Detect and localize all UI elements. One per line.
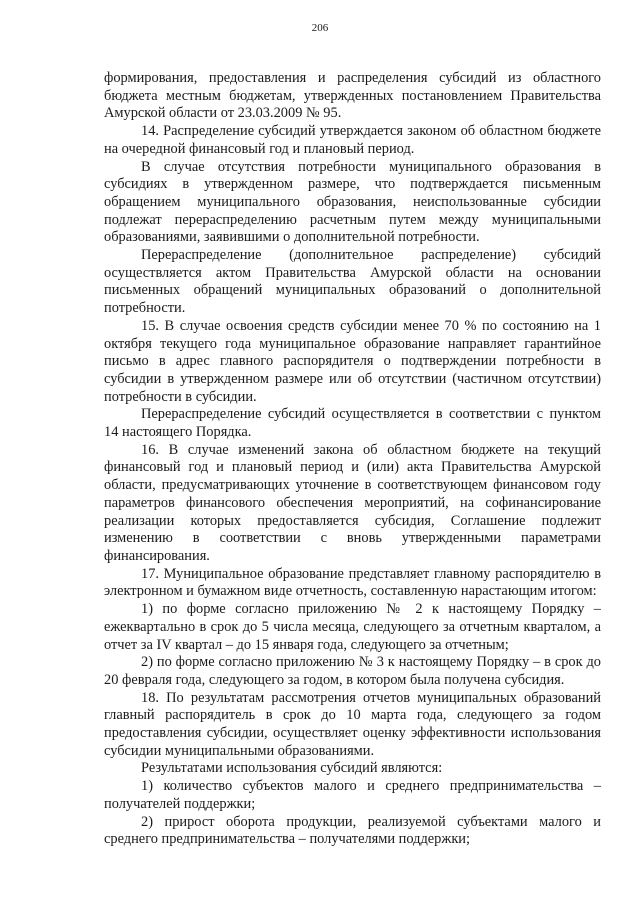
results-item-1: 1) количество субъектов малого и среднего предпринимательства – получателей поддержки; (104, 778, 601, 812)
paragraph-14: 14. Распределение субсидий утверждается законом об областном бюджете на очередной финансовый год и плановый период. (104, 123, 601, 157)
results-item-2: 2) прирост оборота продукции, реализуемой субъектами малого и среднего предпринимательства – получателями поддержки; (104, 813, 601, 848)
paragraph-15: 15. В случае освоения средств субсидии менее 70 % по состоянию на 1 октября текущего года муниципальное образование направляет гарантийное письмо в адрес главного распорядителя о подтверждении потребности в субсидии в утвержденном размере или об отсутствии (частичном отсутствии) потребности в субсидии. (104, 317, 601, 405)
results-heading: Результатами использования субсидий являются: (141, 760, 443, 777)
document-body (104, 70, 601, 849)
paragraph-18: 18. По результатам рассмотрения отчетов муниципальных образований главный распорядитель в срок до 10 марта года, следующего за годом предоставления субсидии, осуществляет оценку эффективности использования субсидии муниципальными образованиями. (104, 689, 601, 759)
paragraph-17: 17. Муниципальное образование представляет главному распорядителю в электронном и бумажном виде отчетность, составленную нарастающим итогом: (104, 565, 601, 600)
paragraph-16: 16. В случае изменений закона об областном бюджете на текущий финансовый год и плановый период и (или) акта Правительства Амурской области, предусматривающих уточнение в соответствующем финансовом году параметров финансового обеспечения мероприятий, на софинансирование реализации которых предоставляется субсидия, Соглашение подлежит изменению в соответствии с вновь утвержденными параметрами финансирования. (104, 441, 601, 564)
paragraph-17-item-1: 1) по форме согласно приложению № 2 к настоящему Порядку – ежеквартально в срок до 5 числа месяца, следующего за отчетным кварталом, а отчет за IV квартал – до 15 января года, следующего за отчетным; (104, 601, 601, 653)
paragraph-14-redistribution: Перераспределение (дополнительное распределение) субсидий осуществляется актом Правительства Амурской области на основании письменных обращений муниципальных образований о дополнительной потребности. (104, 247, 601, 317)
paragraph-15-redistribution: Перераспределение субсидий осуществляется в соответствии с пунктом 14 настоящего Порядка. (104, 406, 601, 441)
page-number: 206 (311, 22, 329, 34)
paragraph-17-item-2: 2) по форме согласно приложению № 3 к настоящему Порядку – в срок до 20 февраля года, следующего за годом, в котором была получена субсидия. (104, 654, 601, 688)
paragraph-14-unused-subsidies: В случае отсутствия потребности муниципального образования в субсидиях в утвержденном размере, что подтверждается письменным обращением муниципального образования, неиспользованные субсидии подлежат перераспределению расчетным путем между муниципальными образованиями, заявившими о дополнительной потребности. (104, 158, 601, 246)
paragraph-continuation: формирования, предоставления и распределения субсидий из областного бюджета местным бюджетам, утвержденных постановлением Правительства Амурской области от 23.03.2009 № 95. (104, 70, 601, 122)
